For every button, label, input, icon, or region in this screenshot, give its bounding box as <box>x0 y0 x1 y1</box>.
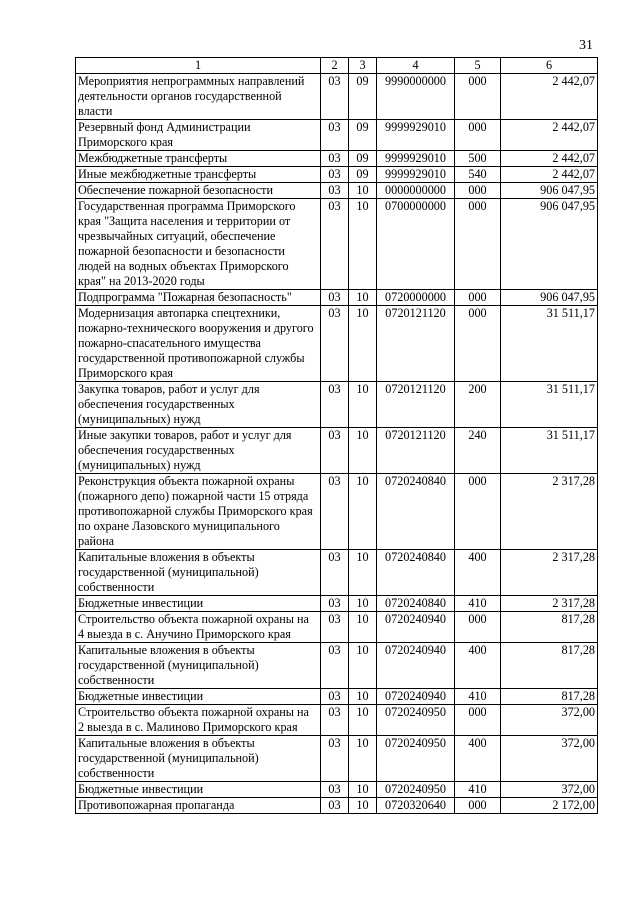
table-row <box>76 705 598 736</box>
table-row <box>76 474 598 550</box>
amount-cell: 31 511,17 <box>501 428 598 474</box>
subsection-code-cell: 10 <box>349 306 377 382</box>
target-code-cell: 0720240950 <box>377 782 455 798</box>
subsection-code-cell: 09 <box>349 120 377 151</box>
table-row <box>76 306 598 382</box>
expense-type-cell: 400 <box>455 736 501 782</box>
subsection-code-cell: 10 <box>349 290 377 306</box>
target-code-cell: 0720240840 <box>377 596 455 612</box>
expense-type-cell: 000 <box>455 290 501 306</box>
amount-cell: 906 047,95 <box>501 199 598 290</box>
expense-type-cell: 410 <box>455 782 501 798</box>
column-header: 5 <box>455 58 501 74</box>
section-code-cell: 03 <box>321 474 349 550</box>
subsection-code-cell: 10 <box>349 782 377 798</box>
expense-type-cell: 000 <box>455 120 501 151</box>
page-number: 31 <box>579 38 593 53</box>
item-name-cell: Государственная программа Приморского края "Защита населения и территории от чрезвычайных ситуаций, обеспечение пожарной безопасности и безопасности людей на водных объектах Приморского края" на 2013-2020 годы <box>76 199 321 290</box>
item-name-cell: Мероприятия непрограммных направлений деятельности органов государственной власти <box>76 74 321 120</box>
item-name-cell: Капитальные вложения в объекты государственной (муниципальной) собственности <box>76 550 321 596</box>
expense-type-cell: 000 <box>455 612 501 643</box>
expense-type-cell: 000 <box>455 798 501 814</box>
target-code-cell: 0720000000 <box>377 290 455 306</box>
section-code-cell: 03 <box>321 306 349 382</box>
expense-type-cell: 000 <box>455 74 501 120</box>
table-row <box>76 612 598 643</box>
subsection-code-cell: 10 <box>349 705 377 736</box>
item-name-cell: Реконструкция объекта пожарной охраны (пожарного депо) пожарной части 15 отряда противопожарной службы Приморского края по охране Лазовского муниципального района <box>76 474 321 550</box>
target-code-cell: 0720240940 <box>377 612 455 643</box>
item-name-cell: Строительство объекта пожарной охраны на 4 выезда в с. Анучино Приморского края <box>76 612 321 643</box>
section-code-cell: 03 <box>321 290 349 306</box>
item-name-cell: Противопожарная пропаганда <box>76 798 321 814</box>
section-code-cell: 03 <box>321 550 349 596</box>
target-code-cell: 9999929010 <box>377 167 455 183</box>
amount-cell: 2 442,07 <box>501 74 598 120</box>
section-code-cell: 03 <box>321 199 349 290</box>
table-row <box>76 167 598 183</box>
table-row <box>76 550 598 596</box>
subsection-code-cell: 10 <box>349 798 377 814</box>
item-name-cell: Обеспечение пожарной безопасности <box>76 183 321 199</box>
table-row <box>76 199 598 290</box>
expense-type-cell: 410 <box>455 596 501 612</box>
table-row <box>76 596 598 612</box>
table-body <box>76 74 598 814</box>
column-header: 1 <box>76 58 321 74</box>
item-name-cell: Модернизация автопарка спецтехники, пожарно-технического вооружения и другого пожарно-спасательного имущества государственной противопожарной службы Приморского края <box>76 306 321 382</box>
column-header: 6 <box>501 58 598 74</box>
section-code-cell: 03 <box>321 596 349 612</box>
expense-type-cell: 000 <box>455 705 501 736</box>
table-row <box>76 151 598 167</box>
target-code-cell: 0720240940 <box>377 643 455 689</box>
amount-cell: 372,00 <box>501 782 598 798</box>
subsection-code-cell: 09 <box>349 74 377 120</box>
budget-table <box>75 57 598 814</box>
expense-type-cell: 000 <box>455 306 501 382</box>
section-code-cell: 03 <box>321 612 349 643</box>
item-name-cell: Бюджетные инвестиции <box>76 782 321 798</box>
target-code-cell: 0000000000 <box>377 183 455 199</box>
column-header: 2 <box>321 58 349 74</box>
target-code-cell: 0720240840 <box>377 474 455 550</box>
amount-cell: 906 047,95 <box>501 290 598 306</box>
table-row <box>76 290 598 306</box>
expense-type-cell: 540 <box>455 167 501 183</box>
amount-cell: 817,28 <box>501 643 598 689</box>
item-name-cell: Капитальные вложения в объекты государственной (муниципальной) собственности <box>76 643 321 689</box>
subsection-code-cell: 10 <box>349 474 377 550</box>
amount-cell: 372,00 <box>501 705 598 736</box>
table-row <box>76 798 598 814</box>
section-code-cell: 03 <box>321 736 349 782</box>
amount-cell: 2 442,07 <box>501 120 598 151</box>
section-code-cell: 03 <box>321 167 349 183</box>
expense-type-cell: 000 <box>455 183 501 199</box>
section-code-cell: 03 <box>321 705 349 736</box>
table-row <box>76 74 598 120</box>
amount-cell: 2 442,07 <box>501 167 598 183</box>
table-row <box>76 782 598 798</box>
amount-cell: 906 047,95 <box>501 183 598 199</box>
item-name-cell: Бюджетные инвестиции <box>76 596 321 612</box>
table-header-row <box>76 58 598 74</box>
amount-cell: 817,28 <box>501 612 598 643</box>
amount-cell: 2 317,28 <box>501 596 598 612</box>
subsection-code-cell: 10 <box>349 596 377 612</box>
expense-type-cell: 400 <box>455 643 501 689</box>
table-row <box>76 643 598 689</box>
section-code-cell: 03 <box>321 428 349 474</box>
section-code-cell: 03 <box>321 382 349 428</box>
amount-cell: 2 317,28 <box>501 474 598 550</box>
table-row <box>76 736 598 782</box>
section-code-cell: 03 <box>321 643 349 689</box>
table-row <box>76 120 598 151</box>
target-code-cell: 0720240840 <box>377 550 455 596</box>
expense-type-cell: 410 <box>455 689 501 705</box>
subsection-code-cell: 10 <box>349 612 377 643</box>
subsection-code-cell: 10 <box>349 736 377 782</box>
amount-cell: 2 442,07 <box>501 151 598 167</box>
amount-cell: 817,28 <box>501 689 598 705</box>
section-code-cell: 03 <box>321 74 349 120</box>
target-code-cell: 9999929010 <box>377 120 455 151</box>
item-name-cell: Капитальные вложения в объекты государственной (муниципальной) собственности <box>76 736 321 782</box>
target-code-cell: 0720240950 <box>377 736 455 782</box>
target-code-cell: 0720240940 <box>377 689 455 705</box>
subsection-code-cell: 10 <box>349 689 377 705</box>
subsection-code-cell: 10 <box>349 199 377 290</box>
subsection-code-cell: 09 <box>349 167 377 183</box>
column-header: 4 <box>377 58 455 74</box>
table-row <box>76 382 598 428</box>
target-code-cell: 0720121120 <box>377 428 455 474</box>
expense-type-cell: 000 <box>455 474 501 550</box>
section-code-cell: 03 <box>321 689 349 705</box>
expense-type-cell: 200 <box>455 382 501 428</box>
expense-type-cell: 500 <box>455 151 501 167</box>
target-code-cell: 9990000000 <box>377 74 455 120</box>
subsection-code-cell: 10 <box>349 382 377 428</box>
section-code-cell: 03 <box>321 151 349 167</box>
section-code-cell: 03 <box>321 120 349 151</box>
target-code-cell: 9999929010 <box>377 151 455 167</box>
section-code-cell: 03 <box>321 183 349 199</box>
item-name-cell: Бюджетные инвестиции <box>76 689 321 705</box>
amount-cell: 31 511,17 <box>501 382 598 428</box>
amount-cell: 2 172,00 <box>501 798 598 814</box>
item-name-cell: Межбюджетные трансферты <box>76 151 321 167</box>
column-header: 3 <box>349 58 377 74</box>
subsection-code-cell: 09 <box>349 151 377 167</box>
section-code-cell: 03 <box>321 798 349 814</box>
target-code-cell: 0720240950 <box>377 705 455 736</box>
item-name-cell: Иные закупки товаров, работ и услуг для обеспечения государственных (муниципальных) нужд <box>76 428 321 474</box>
subsection-code-cell: 10 <box>349 550 377 596</box>
expense-type-cell: 240 <box>455 428 501 474</box>
item-name-cell: Подпрограмма "Пожарная безопасность" <box>76 290 321 306</box>
subsection-code-cell: 10 <box>349 643 377 689</box>
item-name-cell: Строительство объекта пожарной охраны на 2 выезда в с. Малиново Приморского края <box>76 705 321 736</box>
table-row <box>76 689 598 705</box>
expense-type-cell: 400 <box>455 550 501 596</box>
target-code-cell: 0700000000 <box>377 199 455 290</box>
expense-type-cell: 000 <box>455 199 501 290</box>
table-row <box>76 428 598 474</box>
item-name-cell: Резервный фонд Администрации Приморского края <box>76 120 321 151</box>
amount-cell: 2 317,28 <box>501 550 598 596</box>
subsection-code-cell: 10 <box>349 183 377 199</box>
section-code-cell: 03 <box>321 782 349 798</box>
target-code-cell: 0720320640 <box>377 798 455 814</box>
item-name-cell: Закупка товаров, работ и услуг для обеспечения государственных (муниципальных) нужд <box>76 382 321 428</box>
target-code-cell: 0720121120 <box>377 306 455 382</box>
item-name-cell: Иные межбюджетные трансферты <box>76 167 321 183</box>
target-code-cell: 0720121120 <box>377 382 455 428</box>
amount-cell: 372,00 <box>501 736 598 782</box>
subsection-code-cell: 10 <box>349 428 377 474</box>
amount-cell: 31 511,17 <box>501 306 598 382</box>
table-row <box>76 183 598 199</box>
